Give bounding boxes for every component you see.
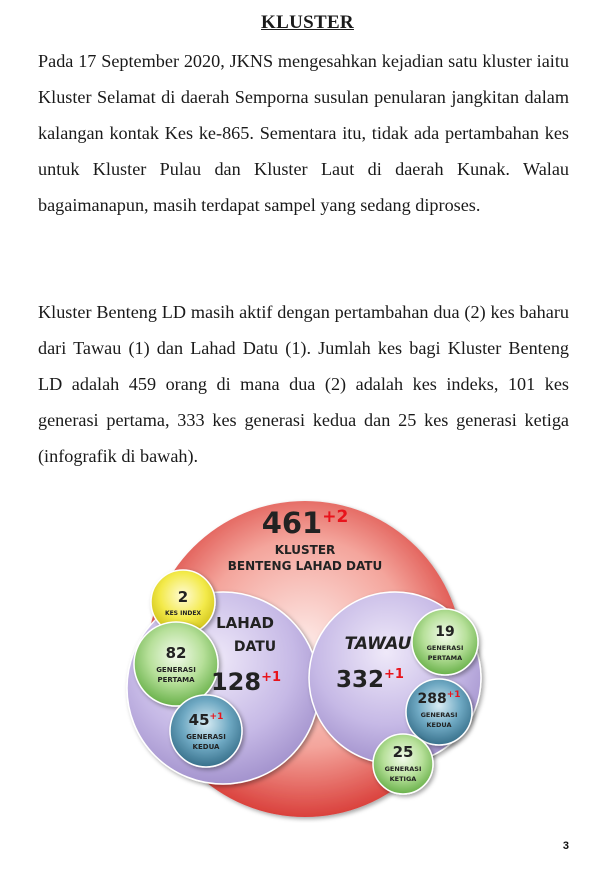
total-increase: +2 — [322, 507, 349, 527]
lahad-gen2-value: 45 — [188, 711, 210, 729]
tawau-gen3-label-line2: KETIGA — [389, 775, 417, 783]
cluster-title-line1: KLUSTER — [274, 543, 336, 557]
tawau-gen1-label-line2: PERTAMA — [427, 654, 463, 662]
lahad-gen1-value: 82 — [165, 644, 187, 662]
page-heading: KLUSTER — [261, 12, 354, 33]
lahad-label-line2: DATU — [233, 639, 277, 655]
lahad-total-value: 128 — [210, 668, 262, 696]
tawau-gen2-increase: +1 — [446, 690, 461, 700]
lahad-gen1-label-line2: PERTAMA — [157, 676, 195, 684]
tawau-gen2-label-line1: GENERASI — [420, 711, 458, 719]
tawau-total-value: 332 — [336, 667, 385, 693]
lahad-gen2-label-line2: KEDUA — [192, 743, 220, 751]
lahad-gen2-bubble — [170, 695, 242, 767]
lahad-gen1-bubble — [134, 622, 218, 706]
paragraph-cluster-benteng: Kluster Benteng LD masih aktif dengan pertambahan dua (2) kes baharu dari Tawau (1) dan Lahad Datu (1). Jumlah kes bagi Kluster Benteng LD adalah 459 orang di mana dua (2) adalah kes indeks, 101 kes generasi pertama, 333 kes generasi kedua dan 25 kes generasi ketiga (infografik di bawah). — [38, 302, 569, 466]
tawau-gen1-label-line1: GENERASI — [426, 644, 464, 652]
tawau-gen1-bubble — [412, 609, 478, 675]
tawau-total-increase: +1 — [384, 667, 404, 682]
total-cases: 461 — [261, 506, 323, 540]
lahad-gen1-label-line1: GENERASI — [156, 666, 196, 674]
tawau-gen3-label-line1: GENERASI — [384, 765, 422, 773]
kes-index-label: KES INDEX — [164, 610, 202, 617]
cluster-infographic — [118, 498, 493, 823]
paragraph-cluster-selamat: Pada 17 September 2020, JKNS mengesahkan kejadian satu kluster iaitu Kluster Selamat di daerah Semporna susulan penularan jangkitan dalam kalangan kontak Kes ke-865. Sementara itu, tidak ada pertambahan kes untuk Kluster Pulau dan Kluster Laut di daerah Kunak. Walau bagaimanapun, masih terdapat sampel yang sedang diproses. — [38, 51, 569, 215]
lahad-gen2-increase: +1 — [209, 712, 224, 722]
lahad-total-increase: +1 — [261, 670, 282, 685]
lahad-gen2-label-line1: GENERASI — [186, 733, 226, 741]
tawau-label: TAWAU — [344, 634, 412, 654]
tawau-gen2-label-line2: KEDUA — [426, 721, 452, 729]
tawau-gen3-value: 25 — [392, 743, 414, 761]
tawau-gen1-value: 19 — [435, 624, 455, 640]
page-number: 3 — [562, 840, 569, 852]
tawau-gen2-value: 288 — [417, 691, 447, 707]
lahad-label-line1: LAHAD — [216, 614, 274, 632]
kes-index-value: 2 — [177, 588, 189, 606]
cluster-title-line2: BENTENG LAHAD DATU — [227, 559, 383, 573]
